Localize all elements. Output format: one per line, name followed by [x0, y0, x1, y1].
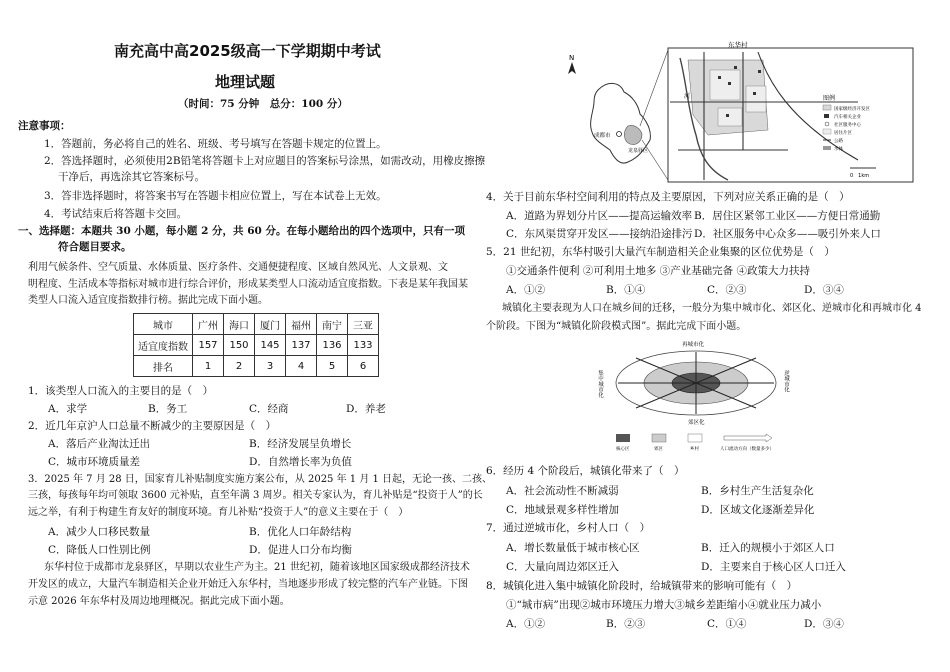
q2-option-a: A．落后产业淘汰迁出	[48, 438, 151, 450]
q2-stem: 2．近几年京沪人口总量不断减少的主要原因是（ ）	[28, 420, 277, 432]
table-cell: 157	[193, 335, 224, 356]
legend-item: 郊区	[654, 447, 663, 452]
q8-option-c: C．①④	[707, 618, 747, 630]
passage2-line2: 开发区的成立，大量汽车制造相关企业开始迁入东华村，当地逐步形成了较完整的汽车产业链。下图	[28, 579, 468, 590]
legend-item: 核心区	[616, 447, 630, 452]
q5-choices: ①交通条件便利 ②可利用土地多 ③产业基础完备 ④政策大力扶持	[506, 265, 811, 277]
q6-stem: 6．经历 4 个阶段后，城镇化带来了（ ）	[486, 465, 685, 477]
q3-line3: 远之举，有利于构建生育友好的制度环境。育儿补贴“投资于人”的意义主要在于（ ）	[28, 507, 409, 518]
passage1-line1: 利用气候条件、空气质量、水体质量、医疗条件、交通便捷程度、区域自然风光、人文景观、文	[28, 262, 448, 273]
table-cell: 福州	[286, 314, 317, 335]
table-cell: 2	[224, 356, 255, 377]
table-cell: 1	[193, 356, 224, 377]
table-cell: 广州	[193, 314, 224, 335]
q2-option-d: D．自然增长率为负值	[249, 456, 352, 468]
table-row-header	[134, 314, 379, 335]
note-item-1: 1．答题前，务必将自己的姓名、班级、考号填写在答题卡规定的位置上。	[44, 138, 387, 150]
q8-option-b: B．②③	[606, 618, 646, 630]
passage1-line3: 类型人口流入适宜度指数排行榜。据此完成下面小题。	[28, 295, 268, 306]
table-cell: 排名	[134, 356, 193, 377]
map-city-label: 成都市	[594, 133, 611, 139]
svg-text:N: N	[569, 54, 575, 62]
river-label: 河	[684, 93, 691, 100]
q3-option-a: A．减少人口移民数量	[48, 526, 151, 538]
urbanization-stage-diagram	[596, 338, 796, 458]
scale-label: 0 1km	[850, 173, 870, 179]
map-district-label: 龙泉驿区	[628, 148, 649, 154]
note-item-4: 4．考试结束后将答题卡交回。	[44, 208, 188, 220]
legend-item: 公路	[834, 139, 843, 144]
q5-option-a: A．①②	[506, 284, 546, 296]
q1-option-d: D．养老	[346, 403, 386, 415]
q8-option-d: D．③④	[804, 618, 844, 630]
table-row-rank	[134, 356, 379, 377]
q6-option-d: D．区域文化逐渐差异化	[701, 504, 815, 516]
q1-stem: 1．该类型人口流入的主要目的是（ ）	[28, 385, 214, 397]
passage1-line2: 明程度、生活成本等指标对城市进行综合评价，形成某类型人口流动适宜度指数。下表是某年我国某	[28, 279, 468, 290]
passage2-line1: 东华村位于成都市龙泉驿区，早期以农业生产为主。21 世纪初，随着该地区国家级成都经济技术	[44, 562, 470, 573]
q5-option-c: C．②③	[707, 284, 747, 296]
q3-option-d: D．促进人口分布均衡	[249, 544, 352, 556]
q2-option-c: C．城市环境质量差	[48, 456, 141, 468]
table-cell: 136	[317, 335, 348, 356]
q4-option-a: A．道路为界划分片区——提高运输效率	[506, 210, 693, 222]
exam-title: 南充高中高2025级高一下学期期中考试	[114, 42, 381, 60]
table-cell: 6	[348, 356, 379, 377]
table-cell: 4	[286, 356, 317, 377]
table-cell: 南宁	[317, 314, 348, 335]
q7-option-b: B．迁入的规模小于郊区人口	[701, 542, 835, 554]
q6-option-a: A．社会流动性不断减弱	[506, 485, 619, 497]
notes-heading: 注意事项：	[18, 120, 71, 132]
q8-option-a: A．①②	[506, 618, 546, 630]
q7-option-a: A．增长数量低于城市核心区	[506, 542, 640, 554]
table-cell: 137	[286, 335, 317, 356]
note-item-2: 2．答选择题时，必须使用2B铅笔将答题卡上对应题目的答案标号涂黑，如需改动，用橡皮擦擦	[44, 155, 486, 167]
table-cell: 厦门	[255, 314, 286, 335]
table-cell: 3	[255, 356, 286, 377]
village-label: 东华村	[728, 41, 748, 49]
section-heading: 一、选择题：本题共 30 小题，每小题 2 分，共 60 分。在每小题给出的四个选项中，只有一项	[18, 225, 465, 237]
table-cell: 城市	[134, 314, 193, 335]
north-arrow-icon	[568, 54, 576, 74]
q4-option-d: D．社区服务中心众多——吸引外来人口	[694, 228, 881, 240]
table-row-index	[134, 335, 379, 356]
q2-option-b: B．经济发展呈负增长	[249, 438, 352, 450]
chengdu-point-icon	[617, 132, 622, 137]
q6-option-c: C．地域景观多样性增加	[506, 504, 620, 516]
q1-option-c: C．经商	[249, 403, 289, 415]
q7-stem: 7．通过逆城市化，乡村人口（ ）	[486, 522, 651, 534]
q1-option-b: B．务工	[148, 403, 188, 415]
q7-option-c: C．大量向周边郊区迁入	[506, 561, 620, 573]
passage3-line2: 个阶段。下图为“城镇化阶段模式图”。据此完成下面小题。	[486, 321, 747, 332]
legend-title: 图例	[823, 95, 836, 102]
note-item-3: 3．答非选择题时，将答案书写在答题卡相应位置上，写在本试卷上无效。	[44, 190, 387, 202]
q8-stem: 8．城镇化进入集中城镇化阶段时，给城镇带来的影响可能有（ ）	[486, 580, 798, 592]
q6-option-b: B．乡村生产生活复杂化	[701, 485, 814, 497]
diagram-right-label: 逆城市化	[783, 370, 789, 392]
q1-option-a: A．求学	[48, 403, 88, 415]
q3-option-b: B．优化人口年龄结构	[249, 526, 352, 538]
note-item-2-cont: 干净后，再选涂其它答案标号。	[58, 171, 205, 183]
q5-option-d: D．③④	[804, 284, 844, 296]
q3-option-c: C．降低人口性别比例	[48, 544, 151, 556]
table-cell: 适宜度指数	[134, 335, 193, 356]
q8-choices: ①“城市病”出现②城市环境压力增大③城乡差距缩小④就业压力减小	[506, 599, 822, 611]
legend-item: 社区服务中心	[834, 123, 861, 128]
q4-option-c: C．东风渠贯穿开发区——接纳沿途排污	[506, 228, 693, 240]
passage2-line3: 示意 2026 年东华村及周边地理概况。据此完成下面小题。	[28, 596, 290, 607]
q4-option-b: B．居住区紧邻工业区——方便日常通勤	[694, 210, 881, 222]
table-cell: 5	[317, 356, 348, 377]
section-heading-cont: 符合题目要求。	[58, 241, 132, 253]
q3-line2: 三孩，每孩每年均可领取 3600 元补贴，直至年满 3 周岁。相关专家认为，育儿补贴是“投资于人”的长	[28, 490, 483, 501]
legend-item: 居住片区	[834, 131, 852, 136]
table-cell: 150	[224, 335, 255, 356]
table-cell: 三亚	[348, 314, 379, 335]
legend-item: 汽车相关企业	[834, 115, 861, 120]
legend-item: 国家级经济开发区	[834, 107, 870, 112]
table-cell: 海口	[224, 314, 255, 335]
q7-option-d: D．主要来自于核心区人口迁入	[701, 561, 846, 573]
q3-line1: 3．2025 年 7 月 28 日，国家育儿补贴制度实施方案公布，从 2025 年 1 月 1 日起，无论一孩、二孩、	[28, 474, 493, 485]
suitability-table	[133, 313, 379, 377]
dongha-village-map	[558, 40, 918, 185]
table-cell: 133	[348, 335, 379, 356]
diagram-legend	[616, 434, 774, 452]
table-cell: 145	[255, 335, 286, 356]
subject-title: 地理试题	[215, 73, 276, 91]
diagram-left-label: 集中城市化	[597, 370, 603, 398]
legend-item: 人口流动方向（数量多少）	[720, 447, 774, 452]
diagram-bottom-label: 郊区化	[688, 420, 705, 426]
legend-item: 乡村	[690, 447, 699, 452]
q5-option-b: B．①④	[606, 284, 646, 296]
legend-item: 水体	[834, 147, 843, 152]
passage3-line1: 城镇化主要表现为人口在城乡间的迁移，一般分为集中城市化、郊区化、逆城市化和再城市化 4	[502, 303, 922, 314]
q5-stem: 5．21 世纪初，东华村吸引大量汽车制造相关企业集聚的区位优势是（ ）	[486, 246, 835, 258]
diagram-top-label: 再城市化	[682, 342, 705, 348]
q4-stem: 4．关于目前东华村空间利用的特点及主要原因，下列对应关系正确的是（ ）	[486, 191, 850, 203]
time-score: （时间：75 分钟 总分：100 分）	[178, 98, 348, 110]
